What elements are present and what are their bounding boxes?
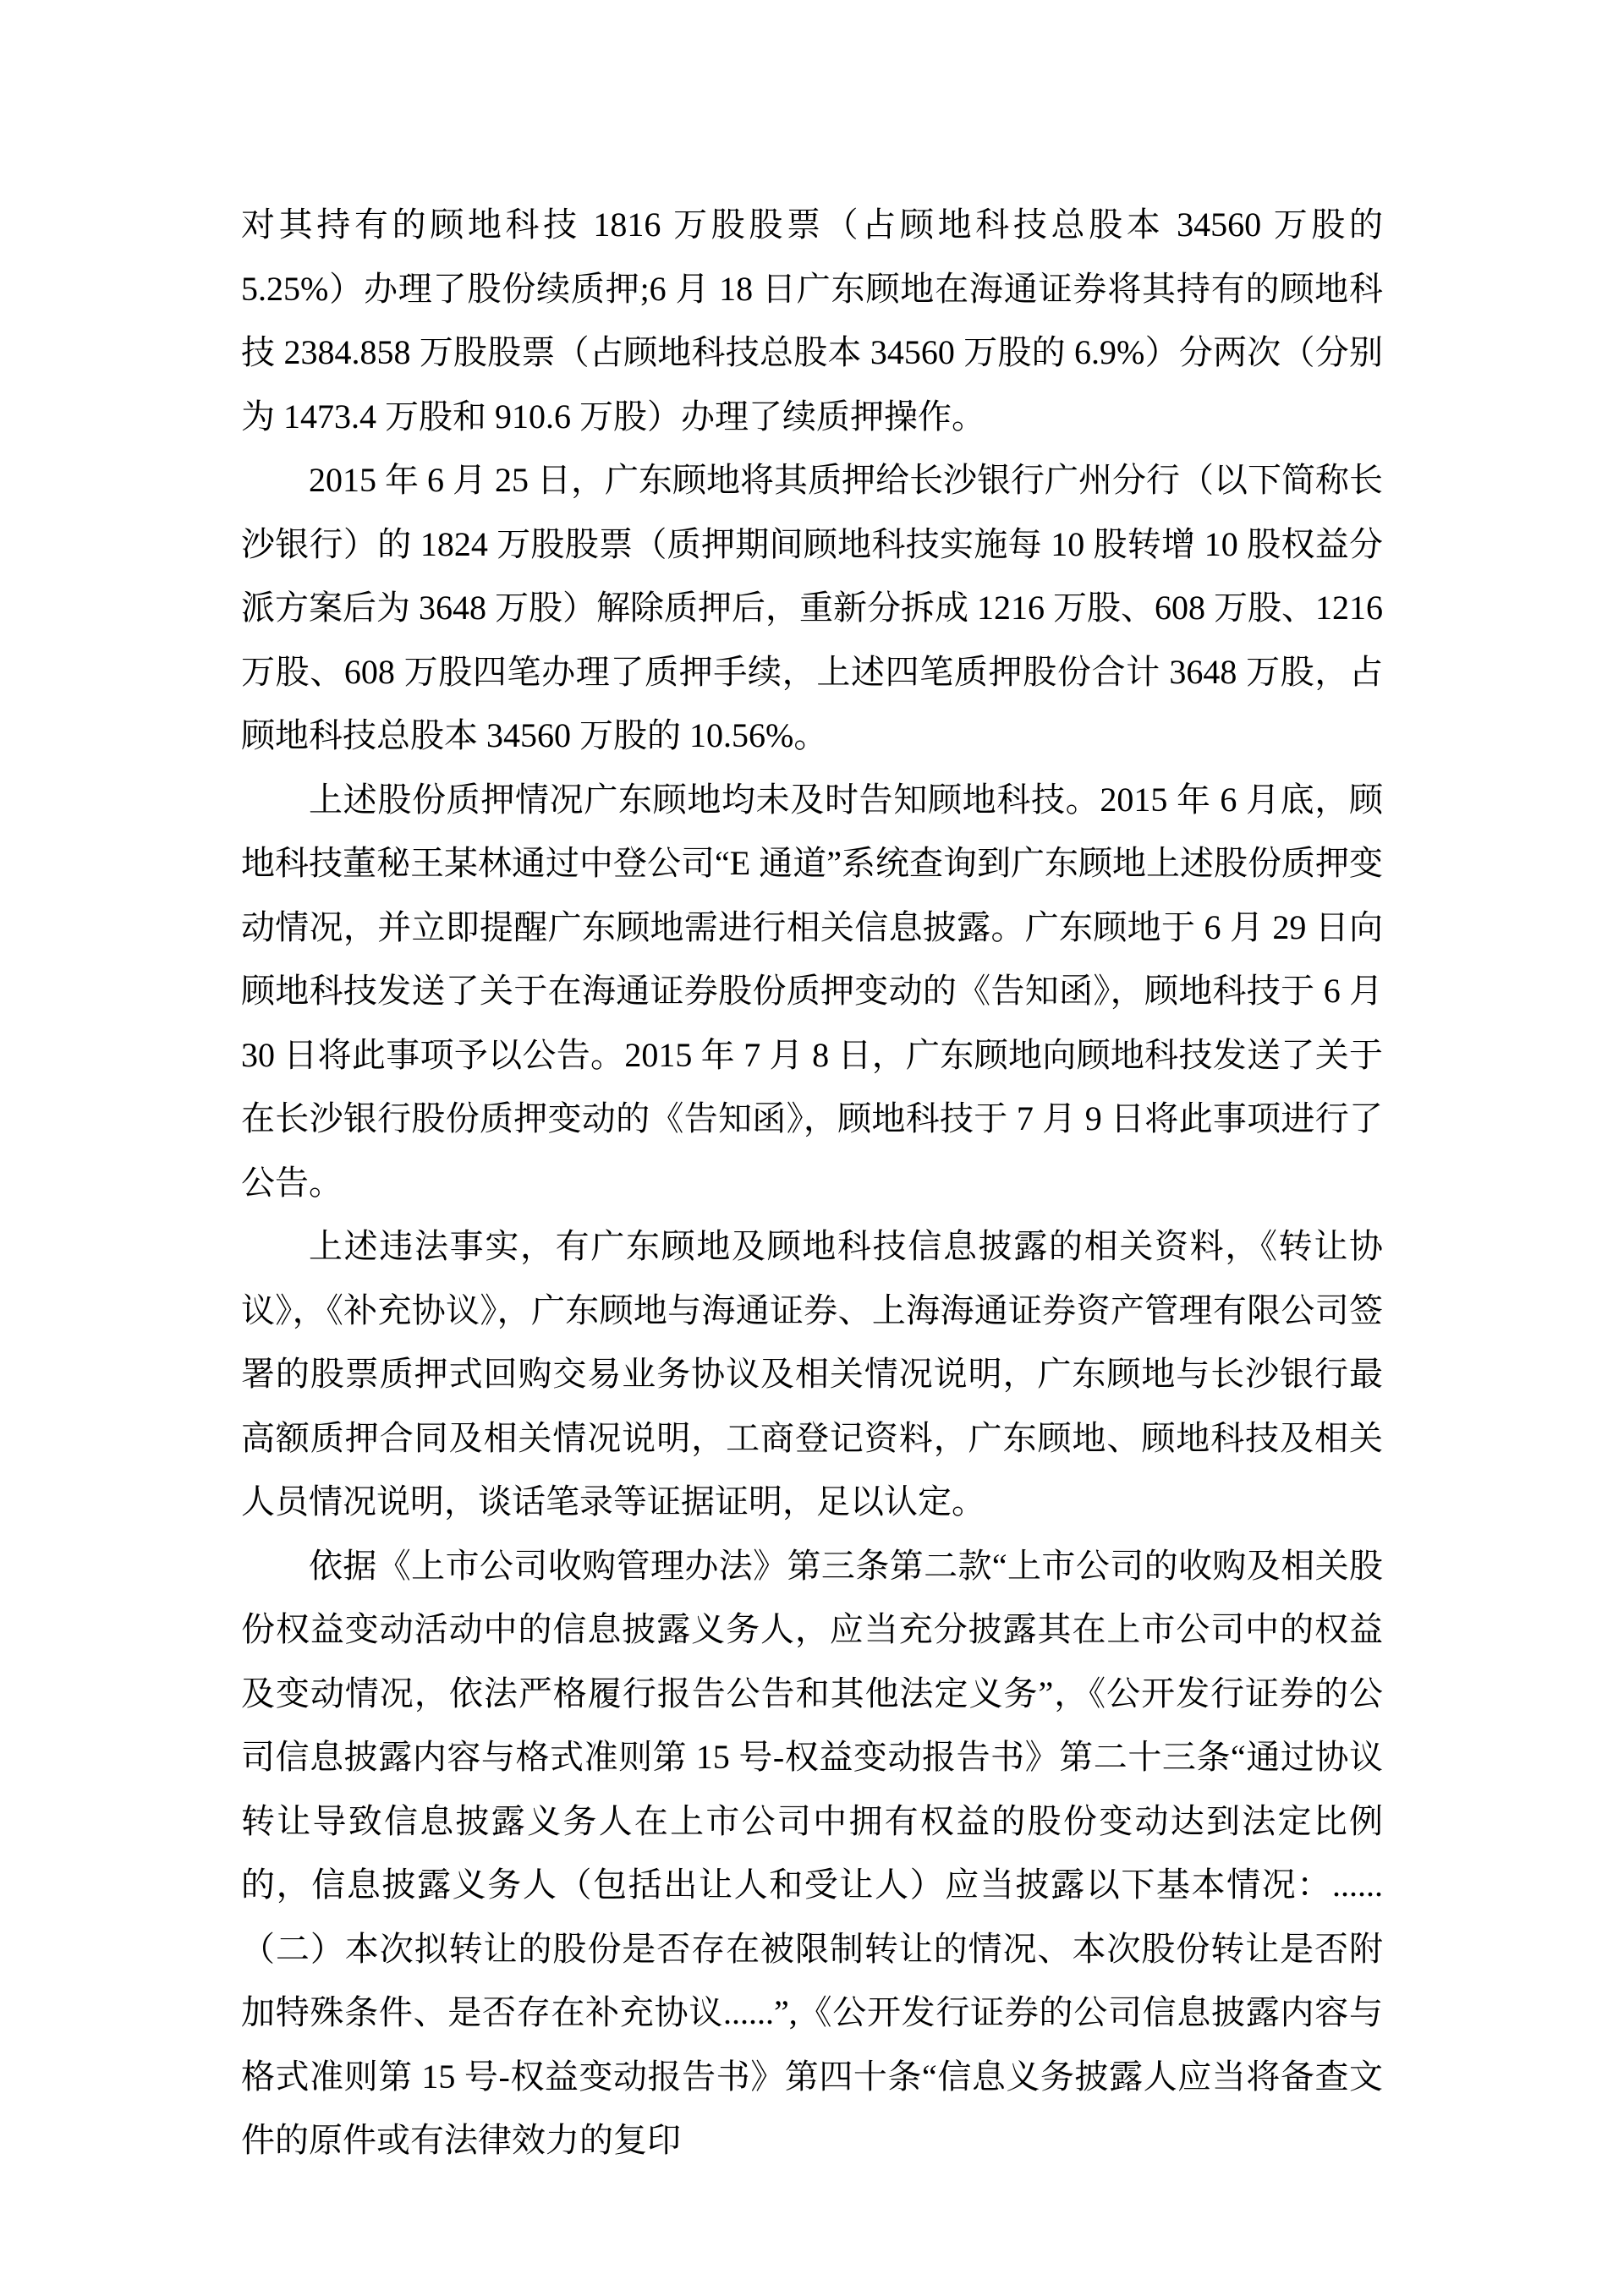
document-text-block xyxy=(241,193,1383,2173)
paragraph-evidence: 上述违法事实，有广东顾地及顾地科技信息披露的相关资料，《转让协议》，《补充协议》，广东顾地与海通证券、上海海通证券资产管理有限公司签署的股票质押式回购交易业务协议及相关情况说明，广东顾地与长沙银行最高额质押合同及相关情况说明，工商登记资料，广东顾地、顾地科技及相关人员情况说明，谈话笔录等证据证明，足以认定。 xyxy=(241,1227,1383,1521)
paragraph-legal-basis: 依据《上市公司收购管理办法》第三条第二款“上市公司的收购及相关股份权益变动活动中的信息披露义务人，应当充分披露其在上市公司中的权益及变动情况，依法严格履行报告公告和其他法定义务”，《公开发行证券的公司信息披露内容与格式准则第 15 号-权益变动报告书》第二十三条“通过协议转让导致信息披露义务人在上市公司中拥有权益的股份变动达到法定比例的，信息披露义务人（包括出让人和受让人）应当披露以下基本情况：......（二）本次拟转让的股份是否存在被限制转让的情况、本次股份转让是否附加特殊条件、是否存在补充协议......”,《公开发行证券的公司信息披露内容与格式准则第 15 号-权益变动报告书》第四十条“信息义务披露人应当将备查文件的原件或有法律效力的复印 xyxy=(241,1546,1383,2159)
paragraph-disclosure-notification: 上述股份质押情况广东顾地均未及时告知顾地科技。2015 年 6 月底，顾地科技董秘王某林通过中登公司“E 通道”系统查询到广东顾地上述股份质押变动情况，并立即提醒广东顾地需进行相关信息披露。广东顾地于 6 月 29 日向顾地科技发送了关于在海通证券股份质押变动的《告知函》，顾地科技于 6 月 30 日将此事项予以公告。2015 年 7 月 8 日，广东顾地向顾地科技发送了关于在长沙银行股份质押变动的《告知函》，顾地科技于 7 月 9 日将此事项进行了公告。 xyxy=(241,780,1383,1202)
paragraph-continuation: 对其持有的顾地科技 1816 万股股票（占顾地科技总股本 34560 万股的 5.25%）办理了股份续质押;6 月 18 日广东顾地在海通证券将其持有的顾地科技 2384.858 万股股票（占顾地科技总股本 34560 万股的 6.9%）分两次（分别为 1473.4 万股和 910.6 万股）办理了续质押操作。 xyxy=(241,205,1383,436)
paragraph-pledge-changsha-bank: 2015 年 6 月 25 日，广东顾地将其质押给长沙银行广州分行（以下简称长沙银行）的 1824 万股股票（质押期间顾地科技实施每 10 股转增 10 股权益分派方案后为 3648 万股）解除质押后，重新分拆成 1216 万股、608 万股、1216 万股、608 万股四笔办理了质押手续，上述四笔质押股份合计 3648 万股，占顾地科技总股本 34560 万股的 10.56%。 xyxy=(241,461,1383,754)
